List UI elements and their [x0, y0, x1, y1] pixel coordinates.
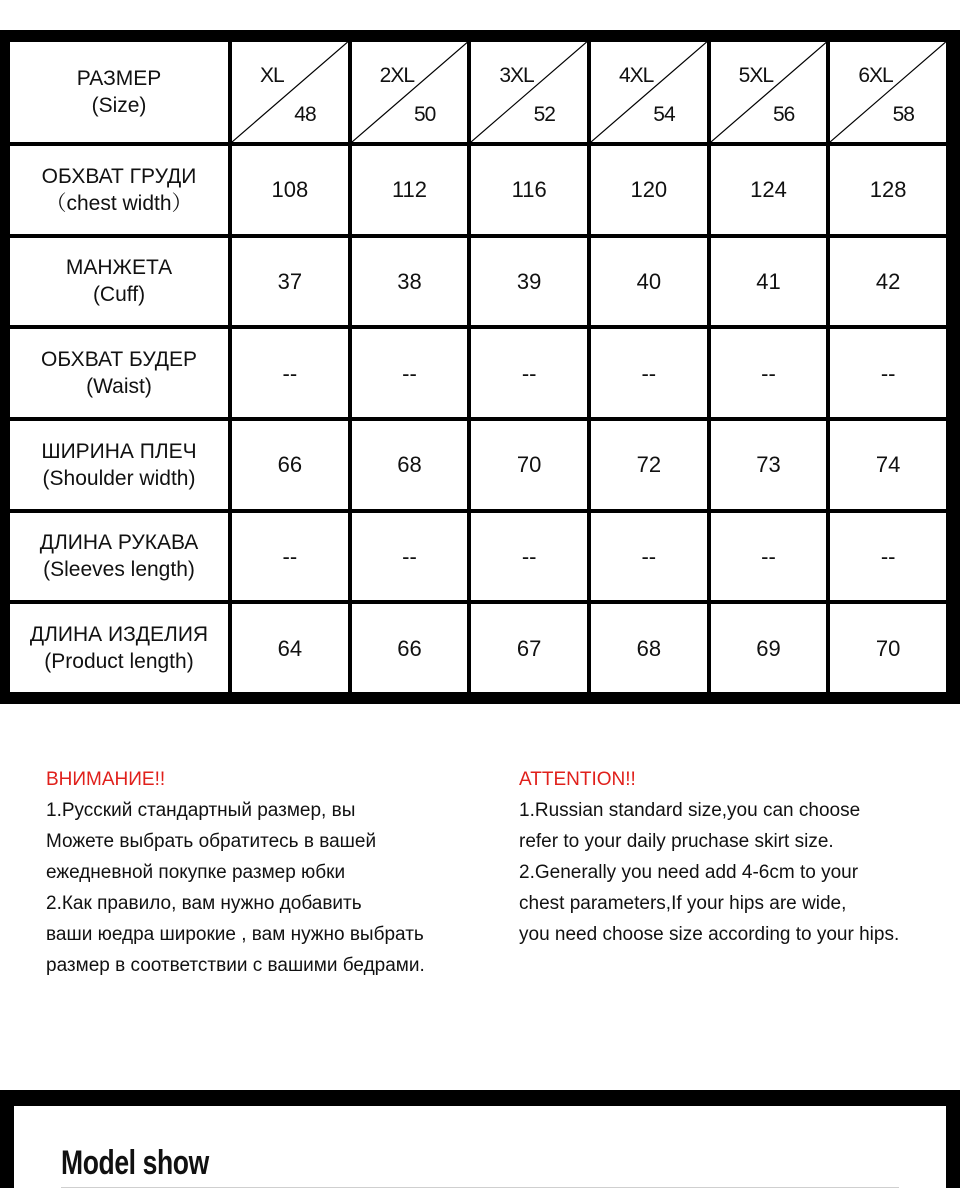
size-table — [0, 30, 960, 704]
size-letter: 2XL — [379, 64, 415, 87]
measurement-value: 70 — [471, 421, 587, 509]
measurement-label-ru: ОБХВАТ ГРУДИ — [41, 164, 197, 188]
model-show-panel — [14, 1106, 946, 1188]
measurement-label-ru: ДЛИНА РУКАВА — [39, 531, 199, 555]
notes-russian — [46, 764, 425, 981]
model-show-title: Model show — [61, 1144, 209, 1182]
notes-en-line: 2.Generally you need add 4-6cm to your — [519, 862, 859, 883]
measurement-value: 74 — [830, 421, 946, 509]
diagonal-divider — [352, 42, 468, 142]
notes-ru-heading: ВНИМАНИЕ!! — [46, 769, 166, 790]
diagonal-divider — [591, 42, 707, 142]
measurement-value: 124 — [711, 146, 827, 234]
measurement-label — [10, 146, 228, 234]
measurement-value: -- — [711, 513, 827, 601]
measurement-value: 67 — [471, 604, 587, 692]
size-number: 50 — [413, 103, 436, 126]
measurement-label — [10, 329, 228, 417]
size-letter: 5XL — [738, 64, 774, 87]
measurement-value: 72 — [591, 421, 707, 509]
measurement-value: -- — [352, 329, 468, 417]
measurement-label-en: （chest width） — [45, 191, 193, 215]
measurement-label-ru: ОБХВАТ БУДЕР — [41, 348, 197, 372]
diagonal-divider — [711, 42, 827, 142]
size-header-ru: РАЗМЕР — [76, 67, 162, 90]
notes-en-line: you need choose size according to your hips. — [519, 924, 900, 945]
measurement-value: -- — [352, 513, 468, 601]
measurement-value: 38 — [352, 238, 468, 326]
measurement-label-en: (Sleeves length) — [43, 558, 195, 582]
notes-english — [519, 764, 899, 950]
measurement-label-en: (Waist) — [86, 375, 152, 399]
measurement-value: 108 — [232, 146, 348, 234]
notes-en-line: 1.Russian standard size,you can choose — [519, 800, 861, 821]
measurement-value: -- — [591, 329, 707, 417]
diagonal-divider — [471, 42, 587, 142]
size-number: 58 — [892, 103, 914, 126]
measurement-value: -- — [232, 513, 348, 601]
size-header-cell — [711, 42, 827, 142]
notes-ru-line: 2.Как правило, вам нужно добавить — [46, 893, 362, 914]
measurement-value: 70 — [830, 604, 946, 692]
size-letter: 4XL — [618, 64, 654, 87]
notes-ru-line: ваши юедра широкие , вам нужно выбрать — [46, 924, 424, 945]
measurement-label — [10, 238, 228, 326]
measurement-value: 69 — [711, 604, 827, 692]
measurement-value: 120 — [591, 146, 707, 234]
notes-ru-line: размер в соответствии с вашими бедрами. — [46, 955, 425, 976]
notes-en-heading: ATTENTION!! — [519, 769, 636, 790]
measurement-value: 42 — [830, 238, 946, 326]
measurement-value: -- — [471, 513, 587, 601]
size-number: 54 — [653, 103, 675, 126]
measurement-label-ru: МАНЖЕТА — [65, 256, 173, 280]
measurement-value: 37 — [232, 238, 348, 326]
size-letter: 6XL — [858, 64, 893, 87]
measurement-value: -- — [232, 329, 348, 417]
measurement-value: 66 — [352, 604, 468, 692]
measurement-label-en: (Cuff) — [92, 283, 146, 307]
diagonal-divider — [232, 42, 348, 142]
measurement-value: 68 — [591, 604, 707, 692]
measurement-value: -- — [471, 329, 587, 417]
size-header-cell — [591, 42, 707, 142]
measurement-value: 68 — [352, 421, 468, 509]
measurement-value: -- — [591, 513, 707, 601]
measurement-label — [10, 421, 228, 509]
size-letter: 3XL — [499, 64, 534, 87]
notes-ru-line: 1.Русский стандартный размер, вы — [46, 800, 356, 821]
measurement-value: 116 — [471, 146, 587, 234]
measurement-value: -- — [711, 329, 827, 417]
measurement-value: 64 — [232, 604, 348, 692]
notes-en-line: refer to your daily pruchase skirt size. — [519, 831, 834, 852]
measurement-label-ru: ДЛИНА ИЗДЕЛИЯ — [29, 623, 209, 647]
measurement-value: -- — [830, 513, 946, 601]
size-letter: XL — [260, 64, 284, 87]
measurement-label — [10, 604, 228, 692]
notes-en-line: chest parameters,If your hips are wide, — [519, 893, 847, 914]
measurement-value: 66 — [232, 421, 348, 509]
measurement-value: -- — [830, 329, 946, 417]
size-grid — [10, 42, 946, 692]
measurement-value: 41 — [711, 238, 827, 326]
measurement-label-en: (Product length) — [44, 650, 194, 674]
size-header-label — [10, 42, 228, 142]
size-number: 56 — [772, 103, 795, 126]
measurement-label-ru: ШИРИНА ПЛЕЧ — [41, 439, 197, 463]
notes-ru-line: ежедневной покупке размер юбки — [46, 862, 346, 883]
diagonal-divider — [830, 42, 946, 142]
model-show-section — [0, 1090, 960, 1188]
size-number: 52 — [533, 103, 555, 126]
measurement-value: 112 — [352, 146, 468, 234]
size-header-cell — [232, 42, 348, 142]
size-header-en: (Size) — [91, 94, 147, 117]
measurement-value: 73 — [711, 421, 827, 509]
size-header-cell — [352, 42, 468, 142]
measurement-label — [10, 513, 228, 601]
size-header-cell — [830, 42, 946, 142]
notes-ru-line: Можете выбрать обратитесь в вашей — [46, 831, 377, 852]
measurement-value: 128 — [830, 146, 946, 234]
measurement-label-en: (Shoulder width) — [42, 466, 196, 490]
measurement-value: 39 — [471, 238, 587, 326]
measurement-value: 40 — [591, 238, 707, 326]
size-header-cell — [471, 42, 587, 142]
size-number: 48 — [294, 103, 316, 126]
